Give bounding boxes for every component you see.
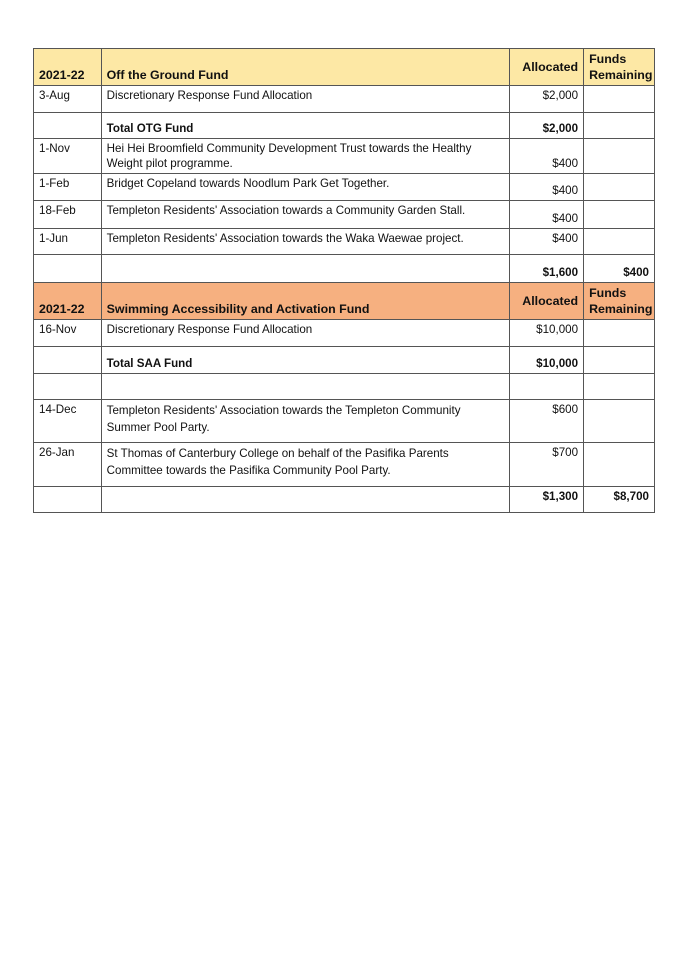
otg-allocated-header: Allocated bbox=[509, 49, 583, 86]
saa-allocation-date: 16-Nov bbox=[34, 320, 102, 347]
otg-title: Off the Ground Fund bbox=[101, 49, 509, 86]
saa-year: 2021-22 bbox=[34, 283, 102, 320]
table-row bbox=[34, 443, 655, 487]
otg-allocation-date: 3-Aug bbox=[34, 86, 102, 113]
grant-remaining bbox=[584, 139, 655, 174]
saa-summary-row bbox=[34, 487, 655, 513]
otg-allocation-desc: Discretionary Response Fund Allocation bbox=[101, 86, 509, 113]
saa-summary-remaining: $8,700 bbox=[584, 487, 655, 513]
grant-desc: Templeton Residents' Association towards the Waka Waewae project. bbox=[101, 229, 509, 255]
otg-summary-remaining: $400 bbox=[584, 255, 655, 283]
otg-summary-allocated: $1,600 bbox=[509, 255, 583, 283]
grant-date: 1-Nov bbox=[34, 139, 102, 174]
funds-table bbox=[33, 48, 655, 513]
table-row bbox=[34, 201, 655, 229]
otg-total-amount: $2,000 bbox=[509, 113, 583, 139]
otg-year: 2021-22 bbox=[34, 49, 102, 86]
grant-remaining bbox=[584, 400, 655, 443]
grant-amount: $400 bbox=[509, 139, 583, 174]
otg-summary-date bbox=[34, 255, 102, 283]
grant-desc: St Thomas of Canterbury College on behalf of the Pasifika Parents Committee towards the Pasifika Community Pool Party. bbox=[101, 443, 509, 487]
otg-allocation-amount: $2,000 bbox=[509, 86, 583, 113]
saa-title: Swimming Accessibility and Activation Fund bbox=[101, 283, 509, 320]
saa-total-remaining bbox=[584, 347, 655, 374]
grant-remaining bbox=[584, 174, 655, 201]
grant-date: 1-Jun bbox=[34, 229, 102, 255]
grant-remaining bbox=[584, 229, 655, 255]
grant-date: 1-Feb bbox=[34, 174, 102, 201]
saa-summary-date bbox=[34, 487, 102, 513]
saa-remaining-header: Funds Remaining bbox=[584, 283, 655, 320]
saa-summary-desc bbox=[101, 487, 509, 513]
saa-total-amount: $10,000 bbox=[509, 347, 583, 374]
saa-allocation-desc: Discretionary Response Fund Allocation bbox=[101, 320, 509, 347]
grant-desc: Hei Hei Broomfield Community Development Trust towards the Healthy Weight pilot programme. bbox=[101, 139, 509, 174]
saa-allocation-amount: $10,000 bbox=[509, 320, 583, 347]
table-row bbox=[34, 139, 655, 174]
grant-desc: Templeton Residents' Association towards the Templeton Community Summer Pool Party. bbox=[101, 400, 509, 443]
grant-remaining bbox=[584, 201, 655, 229]
saa-total-date bbox=[34, 347, 102, 374]
saa-allocation-remaining bbox=[584, 320, 655, 347]
otg-summary-desc bbox=[101, 255, 509, 283]
otg-remaining-header: Funds Remaining bbox=[584, 49, 655, 86]
saa-total-row bbox=[34, 347, 655, 374]
saa-header-row bbox=[34, 283, 655, 320]
otg-allocation-remaining bbox=[584, 86, 655, 113]
table-row bbox=[34, 400, 655, 443]
grant-amount: $400 bbox=[509, 229, 583, 255]
saa-summary-allocated: $1,300 bbox=[509, 487, 583, 513]
grant-date: 14-Dec bbox=[34, 400, 102, 443]
grant-remaining bbox=[584, 443, 655, 487]
saa-blank-row bbox=[34, 374, 655, 400]
grant-desc: Bridget Copeland towards Noodlum Park Get Together. bbox=[101, 174, 509, 201]
saa-allocated-header: Allocated bbox=[509, 283, 583, 320]
grant-desc: Templeton Residents' Association towards a Community Garden Stall. bbox=[101, 201, 509, 229]
grant-date: 26-Jan bbox=[34, 443, 102, 487]
grant-date: 18-Feb bbox=[34, 201, 102, 229]
otg-allocation-row bbox=[34, 86, 655, 113]
otg-total-label: Total OTG Fund bbox=[101, 113, 509, 139]
grant-amount: $400 bbox=[509, 174, 583, 201]
otg-total-remaining bbox=[584, 113, 655, 139]
table-row bbox=[34, 229, 655, 255]
saa-allocation-row bbox=[34, 320, 655, 347]
grant-amount: $600 bbox=[509, 400, 583, 443]
grant-amount: $700 bbox=[509, 443, 583, 487]
otg-total-date bbox=[34, 113, 102, 139]
grant-amount: $400 bbox=[509, 201, 583, 229]
otg-summary-row bbox=[34, 255, 655, 283]
saa-total-label: Total SAA Fund bbox=[101, 347, 509, 374]
otg-total-row bbox=[34, 113, 655, 139]
otg-header-row bbox=[34, 49, 655, 86]
table-row bbox=[34, 174, 655, 201]
